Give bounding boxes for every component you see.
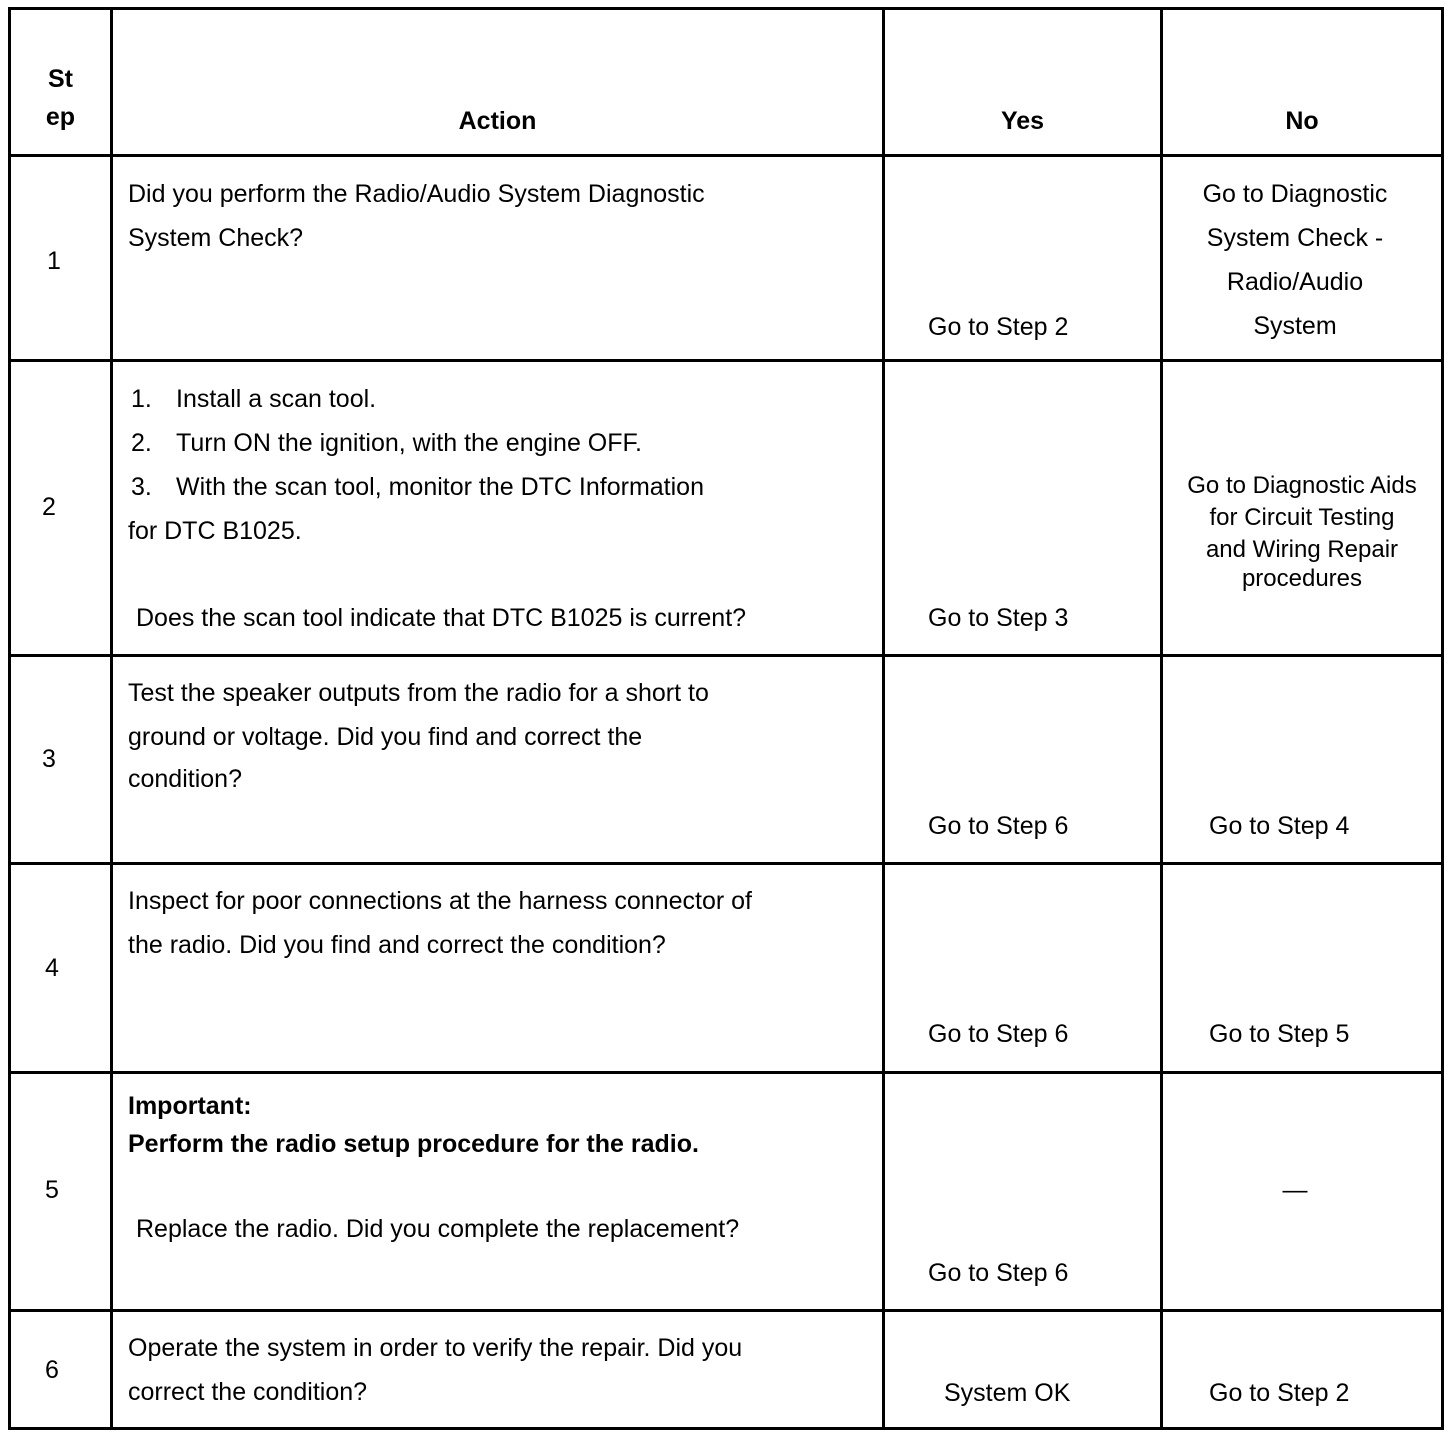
row-divider	[8, 359, 1444, 362]
header-action: Action	[458, 107, 537, 135]
no-line: System Check -	[1206, 224, 1384, 252]
action-text	[128, 172, 705, 260]
action-line: Did you perform the Radio/Audio System Diagnostic	[128, 180, 705, 208]
action-question: Replace the radio. Did you complete the replacement?	[136, 1215, 740, 1243]
yes-result: Go to Step 2	[928, 313, 1069, 341]
header-step-line1: St	[48, 65, 73, 93]
column-divider	[882, 7, 885, 1430]
step-number: 1	[47, 247, 61, 275]
action-line: Operate the system in order to verify the repair. Did you	[128, 1334, 743, 1362]
action-line: correct the condition?	[128, 1378, 368, 1406]
yes-result: Go to Step 6	[928, 1259, 1069, 1287]
row-divider	[8, 862, 1444, 865]
yes-result: System OK	[944, 1379, 1071, 1407]
action-line: Inspect for poor connections at the harness connector of	[128, 887, 752, 915]
no-line: Go to Diagnostic Aids	[1187, 472, 1417, 499]
table-border-bottom	[8, 1427, 1444, 1430]
header-step-line2: ep	[45, 103, 76, 131]
no-line: and Wiring Repair	[1205, 536, 1399, 563]
action-question: Does the scan tool indicate that DTC B1025 is current?	[136, 604, 747, 632]
table-border-top	[8, 7, 1444, 10]
no-line: for Circuit Testing	[1209, 504, 1395, 531]
no-line: procedures	[1241, 565, 1363, 592]
action-text	[128, 1326, 742, 1414]
action-line: Test the speaker outputs from the radio for a short to	[128, 679, 709, 707]
list-number: 1.	[131, 385, 152, 413]
action-continuation: for DTC B1025.	[128, 517, 302, 545]
yes-result: Go to Step 3	[928, 604, 1069, 632]
step-number: 6	[45, 1356, 59, 1384]
list-number: 2.	[131, 429, 152, 457]
yes-result: Go to Step 6	[928, 812, 1069, 840]
table-border-right	[1441, 7, 1444, 1430]
header-step	[11, 60, 110, 136]
no-result: Go to Step 4	[1209, 812, 1350, 840]
no-result: —	[1282, 1176, 1308, 1204]
list-number: 3.	[131, 473, 152, 501]
action-line: System Check?	[128, 224, 304, 252]
no-result: Go to Step 5	[1209, 1020, 1350, 1048]
no-line: Radio/Audio	[1226, 268, 1364, 296]
step-number: 2	[42, 493, 56, 521]
action-text	[128, 879, 752, 967]
action-line: condition?	[128, 765, 242, 793]
no-line: Go to Diagnostic	[1202, 180, 1388, 208]
row-divider	[8, 154, 1444, 157]
action-line: the radio. Did you find and correct the condition?	[128, 931, 666, 959]
important-label: Important:	[128, 1092, 252, 1120]
step-number: 3	[42, 745, 56, 773]
action-line: ground or voltage. Did you find and correct the	[128, 723, 643, 751]
no-result	[1163, 470, 1441, 592]
table-border-left	[8, 7, 11, 1430]
step-number: 5	[45, 1176, 59, 1204]
no-line: System	[1253, 312, 1337, 340]
no-result: Go to Step 2	[1209, 1379, 1350, 1407]
list-item: With the scan tool, monitor the DTC Information	[176, 473, 704, 501]
yes-result: Go to Step 6	[928, 1020, 1069, 1048]
row-divider	[8, 654, 1444, 657]
row-divider	[8, 1071, 1444, 1074]
header-no: No	[1285, 107, 1319, 135]
row-divider	[8, 1309, 1444, 1312]
important-text: Perform the radio setup procedure for the radio.	[128, 1130, 699, 1158]
column-divider	[110, 7, 113, 1430]
step-number: 4	[45, 954, 59, 982]
header-yes: Yes	[1000, 107, 1045, 135]
action-text	[128, 671, 709, 799]
list-item: Turn ON the ignition, with the engine OFF.	[176, 429, 642, 457]
no-result	[1160, 172, 1430, 348]
list-item: Install a scan tool.	[176, 385, 377, 413]
